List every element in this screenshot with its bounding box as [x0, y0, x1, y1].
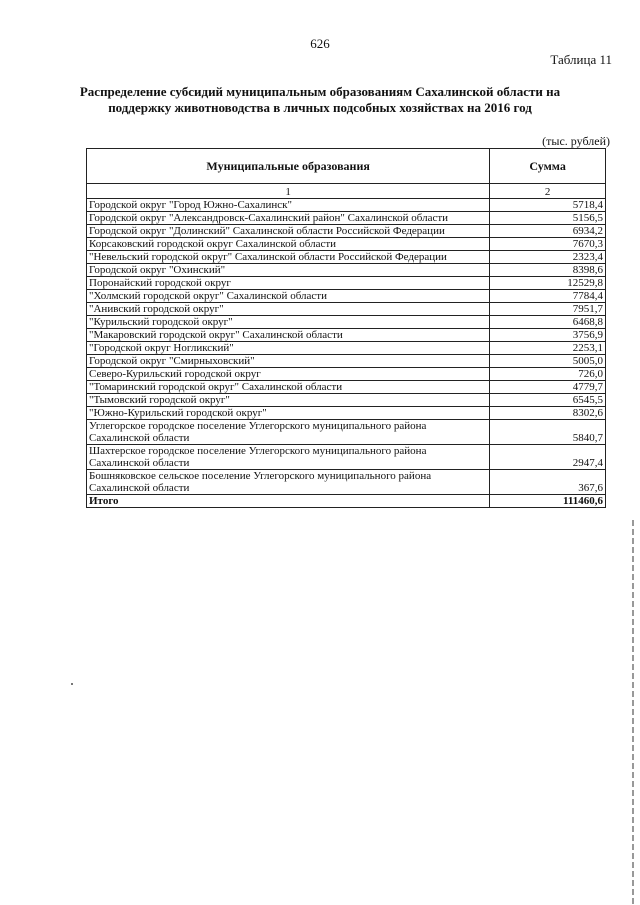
table-row	[87, 225, 606, 238]
subsidy-sum: 5156,5	[490, 212, 606, 225]
subsidy-sum: 7670,3	[490, 238, 606, 251]
municipality-name: Городской округ "Александровск-Сахалинский район" Сахалинской области	[87, 212, 490, 225]
subsidy-sum: 7951,7	[490, 303, 606, 316]
municipality-name: Корсаковский городской округ Сахалинской области	[87, 238, 490, 251]
subsidy-sum: 6468,8	[490, 316, 606, 329]
subsidy-sum: 6545,5	[490, 394, 606, 407]
subsidy-sum: 367,6	[490, 470, 606, 495]
scan-edge-mark	[632, 520, 634, 905]
table-row	[87, 329, 606, 342]
subsidy-table	[86, 148, 606, 508]
municipality-name: "Курильский городской округ"	[87, 316, 490, 329]
table-row	[87, 251, 606, 264]
municipality-name: Северо-Курильский городской округ	[87, 368, 490, 381]
table-row	[87, 445, 606, 470]
subsidy-sum: 8302,6	[490, 407, 606, 420]
subsidy-sum: 4779,7	[490, 381, 606, 394]
subsidy-sum: 12529,8	[490, 277, 606, 290]
column-number-2: 2	[490, 184, 606, 199]
subsidy-sum: 7784,4	[490, 290, 606, 303]
municipality-name: Углегорское городское поселение Углегорского муниципального района Сахалинской области	[87, 420, 490, 445]
municipality-name: "Тымовский городской округ"	[87, 394, 490, 407]
header-municipality: Муниципальные образования	[87, 149, 490, 184]
municipality-name: Городской округ "Город Южно-Сахалинск"	[87, 199, 490, 212]
total-label: Итого	[87, 495, 490, 508]
table-row	[87, 264, 606, 277]
municipality-name: "Анивский городской округ"	[87, 303, 490, 316]
total-sum: 111460,6	[490, 495, 606, 508]
municipality-name: "Городской округ Ногликский"	[87, 342, 490, 355]
page-number: 626	[310, 36, 330, 51]
municipality-name: "Макаровский городской округ" Сахалинской области	[87, 329, 490, 342]
municipality-name: "Холмский городской округ" Сахалинской области	[87, 290, 490, 303]
table-row	[87, 238, 606, 251]
municipality-name: Городской округ "Смирныховский"	[87, 355, 490, 368]
table-row	[87, 420, 606, 445]
municipality-name: "Южно-Курильский городской округ"	[87, 407, 490, 420]
subsidy-sum: 6934,2	[490, 225, 606, 238]
table-row	[87, 199, 606, 212]
table-row	[87, 303, 606, 316]
municipality-name: Поронайский городской округ	[87, 277, 490, 290]
table-header-row	[87, 149, 606, 184]
municipality-name: Бошняковское сельское поселение Углегорского муниципального района Сахалинской области	[87, 470, 490, 495]
document-title: Распределение субсидий муниципальным образованиям Сахалинской области на поддержку животноводства в личных подсобных хозяйствах на 2016 год	[79, 84, 561, 115]
subsidy-sum: 3756,9	[490, 329, 606, 342]
municipality-name: Шахтерское городское поселение Углегорского муниципального района Сахалинской области	[87, 445, 490, 470]
table-row	[87, 470, 606, 495]
table-body	[87, 199, 606, 495]
table-row	[87, 290, 606, 303]
header-sum: Сумма	[490, 149, 606, 184]
subsidy-sum: 2323,4	[490, 251, 606, 264]
table-row	[87, 342, 606, 355]
total-row	[87, 495, 606, 508]
table-row	[87, 212, 606, 225]
table-row	[87, 355, 606, 368]
table-row	[87, 394, 606, 407]
subsidy-sum: 5840,7	[490, 420, 606, 445]
table-row	[87, 381, 606, 394]
subsidy-sum: 5718,4	[490, 199, 606, 212]
subsidy-sum: 2253,1	[490, 342, 606, 355]
municipality-name: Городской округ "Охинский"	[87, 264, 490, 277]
column-number-row	[87, 184, 606, 199]
table-row	[87, 407, 606, 420]
table-row	[87, 316, 606, 329]
subsidy-sum: 8398,6	[490, 264, 606, 277]
scan-dot	[71, 683, 73, 685]
subsidy-sum: 2947,4	[490, 445, 606, 470]
units-label: (тыс. рублей)	[542, 134, 610, 148]
subsidy-sum: 726,0	[490, 368, 606, 381]
table-row	[87, 277, 606, 290]
table-row	[87, 368, 606, 381]
column-number-1: 1	[87, 184, 490, 199]
table-label: Таблица 11	[550, 52, 612, 67]
municipality-name: "Невельский городской округ" Сахалинской области Российской Федерации	[87, 251, 490, 264]
municipality-name: "Томаринский городской округ" Сахалинской области	[87, 381, 490, 394]
municipality-name: Городской округ "Долинский" Сахалинской области Российской Федерации	[87, 225, 490, 238]
subsidy-sum: 5005,0	[490, 355, 606, 368]
